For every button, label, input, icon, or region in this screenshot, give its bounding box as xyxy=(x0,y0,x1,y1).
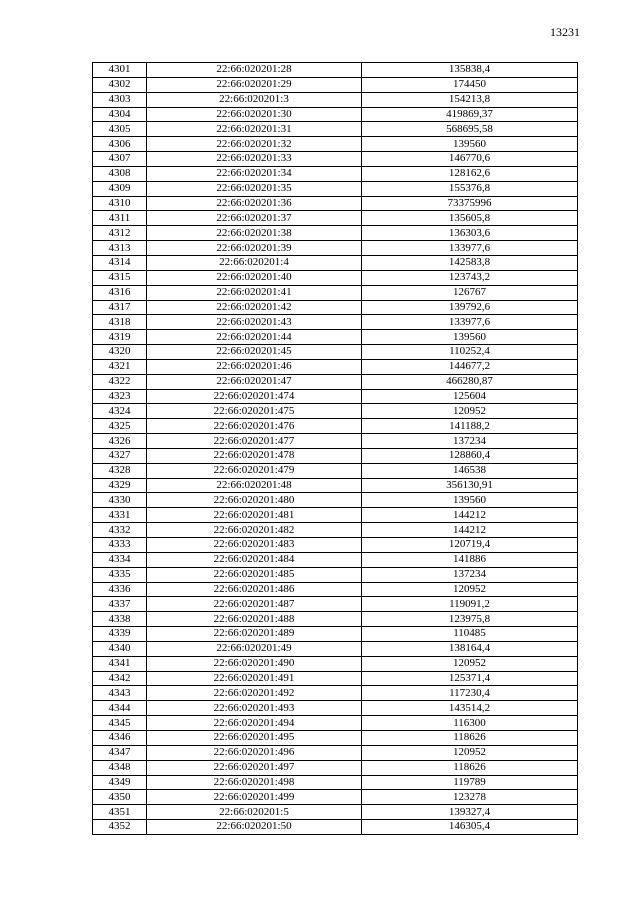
cadastral-value-cell: 135605,8 xyxy=(362,211,578,226)
row-number-cell: 4309 xyxy=(93,181,147,196)
cadastral-value-cell: 123278 xyxy=(362,790,578,805)
cadastral-number-cell: 22:66:020201:481 xyxy=(147,508,362,523)
table-row xyxy=(93,612,578,627)
table-row xyxy=(93,181,578,196)
cadastral-number-cell: 22:66:020201:483 xyxy=(147,538,362,553)
table-row xyxy=(93,63,578,78)
table-body xyxy=(93,63,578,835)
cadastral-number-cell: 22:66:020201:488 xyxy=(147,612,362,627)
cadastral-value-cell: 142583,8 xyxy=(362,255,578,270)
row-number-cell: 4305 xyxy=(93,122,147,137)
row-number-cell: 4306 xyxy=(93,137,147,152)
row-number-cell: 4317 xyxy=(93,300,147,315)
row-number-cell: 4316 xyxy=(93,285,147,300)
row-number-cell: 4322 xyxy=(93,374,147,389)
table-row xyxy=(93,745,578,760)
cadastral-value-cell: 174450 xyxy=(362,77,578,92)
table-row xyxy=(93,508,578,523)
cadastral-value-cell: 139560 xyxy=(362,330,578,345)
table-row xyxy=(93,419,578,434)
row-number-cell: 4344 xyxy=(93,701,147,716)
cadastral-value-cell: 143514,2 xyxy=(362,701,578,716)
cadastral-number-cell: 22:66:020201:36 xyxy=(147,196,362,211)
cadastral-value-cell: 128860,4 xyxy=(362,448,578,463)
table-row xyxy=(93,226,578,241)
row-number-cell: 4303 xyxy=(93,92,147,107)
cadastral-value-cell: 155376,8 xyxy=(362,181,578,196)
cadastral-number-cell: 22:66:020201:41 xyxy=(147,285,362,300)
row-number-cell: 4314 xyxy=(93,255,147,270)
cadastral-value-cell: 146770,6 xyxy=(362,152,578,167)
cadastral-value-cell: 137234 xyxy=(362,567,578,582)
row-number-cell: 4352 xyxy=(93,820,147,835)
row-number-cell: 4336 xyxy=(93,582,147,597)
cadastral-value-cell: 73375996 xyxy=(362,196,578,211)
cadastral-number-cell: 22:66:020201:42 xyxy=(147,300,362,315)
cadastral-number-cell: 22:66:020201:491 xyxy=(147,671,362,686)
cadastral-value-cell: 120952 xyxy=(362,582,578,597)
table-row xyxy=(93,211,578,226)
cadastral-number-cell: 22:66:020201:49 xyxy=(147,641,362,656)
cadastral-number-cell: 22:66:020201:5 xyxy=(147,805,362,820)
row-number-cell: 4349 xyxy=(93,775,147,790)
table-row xyxy=(93,671,578,686)
cadastral-value-cell: 144677,2 xyxy=(362,359,578,374)
row-number-cell: 4328 xyxy=(93,463,147,478)
row-number-cell: 4340 xyxy=(93,641,147,656)
row-number-cell: 4347 xyxy=(93,745,147,760)
cadastral-value-cell: 144212 xyxy=(362,523,578,538)
cadastral-value-table xyxy=(92,62,578,835)
cadastral-value-cell: 137234 xyxy=(362,434,578,449)
row-number-cell: 4321 xyxy=(93,359,147,374)
row-number-cell: 4315 xyxy=(93,270,147,285)
cadastral-value-cell: 141188,2 xyxy=(362,419,578,434)
cadastral-value-cell: 119789 xyxy=(362,775,578,790)
cadastral-number-cell: 22:66:020201:35 xyxy=(147,181,362,196)
cadastral-number-cell: 22:66:020201:31 xyxy=(147,122,362,137)
cadastral-number-cell: 22:66:020201:484 xyxy=(147,552,362,567)
cadastral-number-cell: 22:66:020201:32 xyxy=(147,137,362,152)
cadastral-number-cell: 22:66:020201:45 xyxy=(147,345,362,360)
row-number-cell: 4323 xyxy=(93,389,147,404)
cadastral-number-cell: 22:66:020201:496 xyxy=(147,745,362,760)
table-row xyxy=(93,686,578,701)
cadastral-value-cell: 120952 xyxy=(362,745,578,760)
cadastral-number-cell: 22:66:020201:33 xyxy=(147,152,362,167)
row-number-cell: 4304 xyxy=(93,107,147,122)
row-number-cell: 4301 xyxy=(93,63,147,78)
cadastral-number-cell: 22:66:020201:480 xyxy=(147,493,362,508)
cadastral-number-cell: 22:66:020201:47 xyxy=(147,374,362,389)
cadastral-number-cell: 22:66:020201:495 xyxy=(147,730,362,745)
table-row xyxy=(93,567,578,582)
cadastral-value-cell: 120952 xyxy=(362,404,578,419)
table-row xyxy=(93,597,578,612)
row-number-cell: 4313 xyxy=(93,241,147,256)
row-number-cell: 4350 xyxy=(93,790,147,805)
row-number-cell: 4310 xyxy=(93,196,147,211)
cadastral-value-cell: 139560 xyxy=(362,137,578,152)
row-number-cell: 4325 xyxy=(93,419,147,434)
table-row xyxy=(93,196,578,211)
page-number: 13231 xyxy=(550,25,580,39)
row-number-cell: 4348 xyxy=(93,760,147,775)
cadastral-number-cell: 22:66:020201:4 xyxy=(147,255,362,270)
cadastral-number-cell: 22:66:020201:40 xyxy=(147,270,362,285)
row-number-cell: 4333 xyxy=(93,538,147,553)
table-row xyxy=(93,434,578,449)
table-row xyxy=(93,285,578,300)
cadastral-number-cell: 22:66:020201:48 xyxy=(147,478,362,493)
row-number-cell: 4320 xyxy=(93,345,147,360)
cadastral-value-cell: 419869,37 xyxy=(362,107,578,122)
cadastral-value-cell: 146538 xyxy=(362,463,578,478)
cadastral-number-cell: 22:66:020201:499 xyxy=(147,790,362,805)
cadastral-number-cell: 22:66:020201:43 xyxy=(147,315,362,330)
table-row xyxy=(93,523,578,538)
row-number-cell: 4327 xyxy=(93,448,147,463)
cadastral-number-cell: 22:66:020201:493 xyxy=(147,701,362,716)
row-number-cell: 4335 xyxy=(93,567,147,582)
cadastral-number-cell: 22:66:020201:485 xyxy=(147,567,362,582)
table-row xyxy=(93,463,578,478)
cadastral-number-cell: 22:66:020201:474 xyxy=(147,389,362,404)
cadastral-value-cell: 110485 xyxy=(362,627,578,642)
cadastral-number-cell: 22:66:020201:478 xyxy=(147,448,362,463)
row-number-cell: 4334 xyxy=(93,552,147,567)
row-number-cell: 4308 xyxy=(93,166,147,181)
table-row xyxy=(93,107,578,122)
cadastral-number-cell: 22:66:020201:492 xyxy=(147,686,362,701)
cadastral-value-cell: 123743,2 xyxy=(362,270,578,285)
row-number-cell: 4345 xyxy=(93,716,147,731)
row-number-cell: 4332 xyxy=(93,523,147,538)
row-number-cell: 4331 xyxy=(93,508,147,523)
cadastral-value-cell: 568695,58 xyxy=(362,122,578,137)
cadastral-number-cell: 22:66:020201:39 xyxy=(147,241,362,256)
cadastral-value-cell: 466280,87 xyxy=(362,374,578,389)
cadastral-value-cell: 139327,4 xyxy=(362,805,578,820)
table-row xyxy=(93,152,578,167)
cadastral-number-cell: 22:66:020201:29 xyxy=(147,77,362,92)
table-row xyxy=(93,315,578,330)
row-number-cell: 4326 xyxy=(93,434,147,449)
cadastral-value-cell: 133977,6 xyxy=(362,315,578,330)
cadastral-value-cell: 119091,2 xyxy=(362,597,578,612)
cadastral-value-cell: 126767 xyxy=(362,285,578,300)
cadastral-number-cell: 22:66:020201:50 xyxy=(147,820,362,835)
table-row xyxy=(93,122,578,137)
table-row xyxy=(93,656,578,671)
cadastral-number-cell: 22:66:020201:487 xyxy=(147,597,362,612)
cadastral-value-cell: 120719,4 xyxy=(362,538,578,553)
cadastral-number-cell: 22:66:020201:46 xyxy=(147,359,362,374)
row-number-cell: 4341 xyxy=(93,656,147,671)
cadastral-value-cell: 356130,91 xyxy=(362,478,578,493)
table-row xyxy=(93,493,578,508)
table-row xyxy=(93,330,578,345)
table-row xyxy=(93,775,578,790)
cadastral-number-cell: 22:66:020201:28 xyxy=(147,63,362,78)
cadastral-number-cell: 22:66:020201:477 xyxy=(147,434,362,449)
cadastral-number-cell: 22:66:020201:482 xyxy=(147,523,362,538)
table-row xyxy=(93,538,578,553)
table-row xyxy=(93,478,578,493)
row-number-cell: 4302 xyxy=(93,77,147,92)
row-number-cell: 4351 xyxy=(93,805,147,820)
table-row xyxy=(93,448,578,463)
cadastral-value-cell: 125604 xyxy=(362,389,578,404)
row-number-cell: 4307 xyxy=(93,152,147,167)
table-row xyxy=(93,820,578,835)
cadastral-number-cell: 22:66:020201:479 xyxy=(147,463,362,478)
cadastral-value-cell: 139792,6 xyxy=(362,300,578,315)
cadastral-number-cell: 22:66:020201:30 xyxy=(147,107,362,122)
cadastral-value-cell: 138164,4 xyxy=(362,641,578,656)
row-number-cell: 4319 xyxy=(93,330,147,345)
cadastral-number-cell: 22:66:020201:497 xyxy=(147,760,362,775)
cadastral-value-cell: 146305,4 xyxy=(362,820,578,835)
table-row xyxy=(93,730,578,745)
table-row xyxy=(93,270,578,285)
table-row xyxy=(93,760,578,775)
table-row xyxy=(93,716,578,731)
cadastral-number-cell: 22:66:020201:37 xyxy=(147,211,362,226)
row-number-cell: 4330 xyxy=(93,493,147,508)
cadastral-number-cell: 22:66:020201:475 xyxy=(147,404,362,419)
row-number-cell: 4329 xyxy=(93,478,147,493)
table-row xyxy=(93,77,578,92)
cadastral-value-cell: 139560 xyxy=(362,493,578,508)
cadastral-number-cell: 22:66:020201:476 xyxy=(147,419,362,434)
table-row xyxy=(93,701,578,716)
cadastral-value-cell: 117230,4 xyxy=(362,686,578,701)
cadastral-value-cell: 136303,6 xyxy=(362,226,578,241)
table-row xyxy=(93,582,578,597)
row-number-cell: 4312 xyxy=(93,226,147,241)
table-row xyxy=(93,374,578,389)
cadastral-number-cell: 22:66:020201:3 xyxy=(147,92,362,107)
table-row xyxy=(93,255,578,270)
cadastral-number-cell: 22:66:020201:489 xyxy=(147,627,362,642)
row-number-cell: 4311 xyxy=(93,211,147,226)
cadastral-number-cell: 22:66:020201:44 xyxy=(147,330,362,345)
cadastral-value-cell: 144212 xyxy=(362,508,578,523)
table-row xyxy=(93,627,578,642)
cadastral-value-cell: 123975,8 xyxy=(362,612,578,627)
table-row xyxy=(93,241,578,256)
cadastral-value-cell: 116300 xyxy=(362,716,578,731)
cadastral-value-cell: 141886 xyxy=(362,552,578,567)
cadastral-value-cell: 120952 xyxy=(362,656,578,671)
cadastral-number-cell: 22:66:020201:494 xyxy=(147,716,362,731)
row-number-cell: 4337 xyxy=(93,597,147,612)
table-row xyxy=(93,790,578,805)
table-row xyxy=(93,166,578,181)
table-row xyxy=(93,300,578,315)
cadastral-number-cell: 22:66:020201:34 xyxy=(147,166,362,181)
table-row xyxy=(93,805,578,820)
cadastral-number-cell: 22:66:020201:486 xyxy=(147,582,362,597)
row-number-cell: 4346 xyxy=(93,730,147,745)
row-number-cell: 4318 xyxy=(93,315,147,330)
table-row xyxy=(93,389,578,404)
table-row xyxy=(93,92,578,107)
row-number-cell: 4339 xyxy=(93,627,147,642)
cadastral-value-cell: 154213,8 xyxy=(362,92,578,107)
table-row xyxy=(93,345,578,360)
row-number-cell: 4324 xyxy=(93,404,147,419)
table-row xyxy=(93,137,578,152)
cadastral-value-cell: 128162,6 xyxy=(362,166,578,181)
cadastral-value-cell: 133977,6 xyxy=(362,241,578,256)
cadastral-number-cell: 22:66:020201:490 xyxy=(147,656,362,671)
row-number-cell: 4343 xyxy=(93,686,147,701)
cadastral-value-cell: 110252,4 xyxy=(362,345,578,360)
cadastral-number-cell: 22:66:020201:38 xyxy=(147,226,362,241)
cadastral-value-cell: 125371,4 xyxy=(362,671,578,686)
cadastral-number-cell: 22:66:020201:498 xyxy=(147,775,362,790)
cadastral-value-cell: 118626 xyxy=(362,730,578,745)
row-number-cell: 4342 xyxy=(93,671,147,686)
row-number-cell: 4338 xyxy=(93,612,147,627)
table-row xyxy=(93,641,578,656)
cadastral-value-cell: 118626 xyxy=(362,760,578,775)
table-row xyxy=(93,359,578,374)
cadastral-value-cell: 135838,4 xyxy=(362,63,578,78)
table-row xyxy=(93,552,578,567)
table-row xyxy=(93,404,578,419)
